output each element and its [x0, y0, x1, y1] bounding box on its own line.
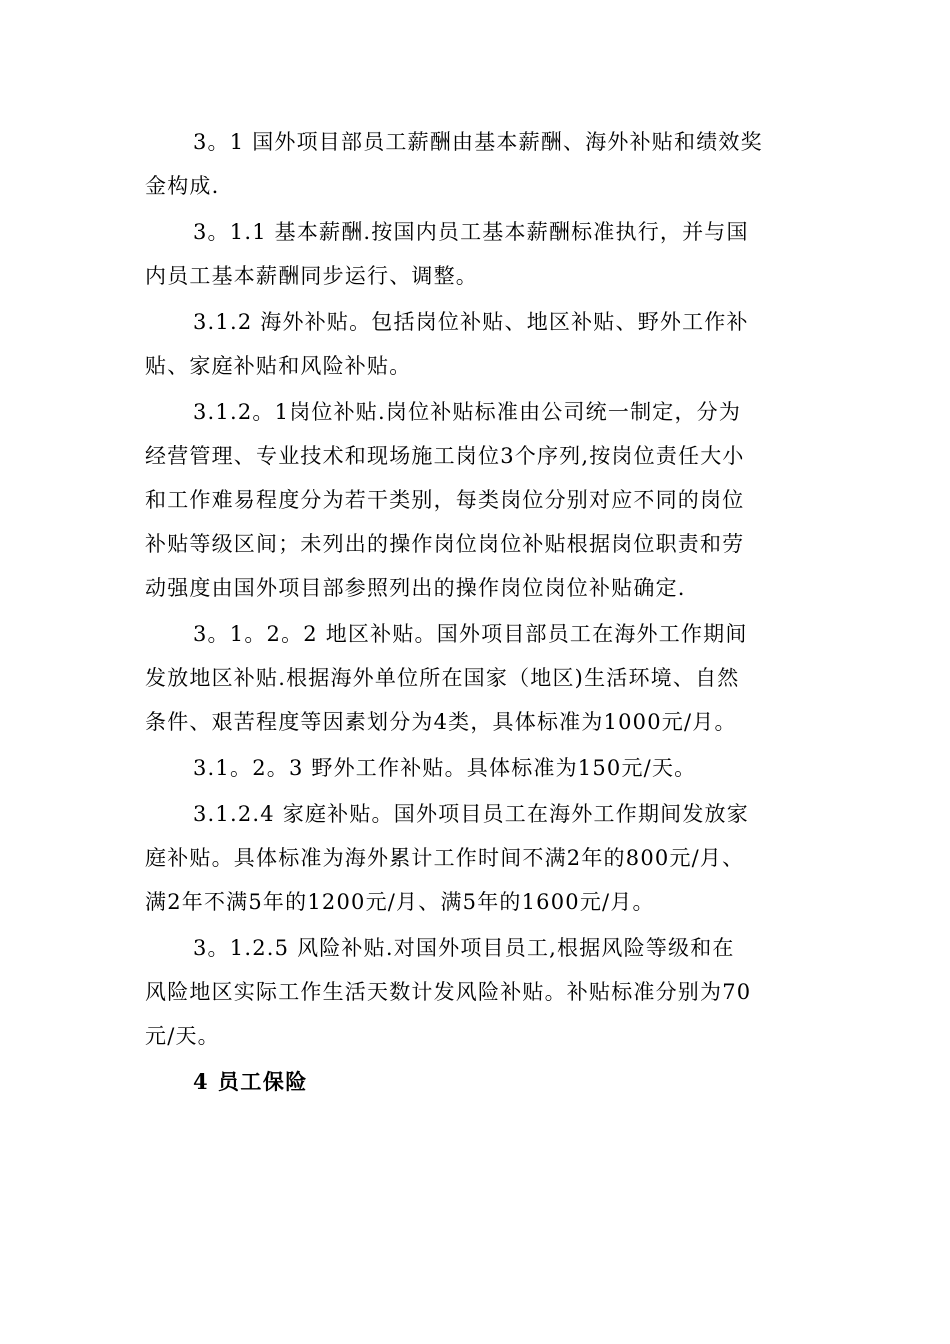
para-3-1-2-2-line-3: 条件、艰苦程度等因素划分为4类，具体标准为1000元/月。 — [145, 710, 737, 734]
para-3-1-2-5-line-3: 元/天。 — [145, 1024, 220, 1048]
para-3-1-2-1-line-2: 经营管理、专业技术和现场施工岗位3个序列,按岗位责任大小 — [145, 444, 745, 468]
para-3-1-2-4-line-3: 满2年不满5年的1200元/月、满5年的1600元/月。 — [145, 890, 655, 914]
para-3-1-2-5-line-1: 3。1.2.5 风险补贴.对国外项目员工,根据风险等级和在 — [193, 936, 735, 960]
para-3-1-2-1-line-5: 动强度由国外项目部参照列出的操作岗位岗位补贴确定. — [145, 576, 686, 600]
para-3-1-1-line-2: 内员工基本薪酬同步运行、调整。 — [145, 264, 478, 288]
para-3-1-2-5-line-2: 风险地区实际工作生活天数计发风险补贴。补贴标准分别为70 — [145, 980, 752, 1004]
para-3-1-1-line-1: 3。1.1 基本薪酬.按国内员工基本薪酬标准执行，并与国 — [193, 220, 749, 244]
para-3-1-2-1-line-4: 补贴等级区间；未列出的操作岗位岗位补贴根据岗位职责和劳 — [145, 532, 745, 556]
para-3-1-2-3-line-1: 3.1。2。3 野外工作补贴。具体标准为150元/天。 — [193, 756, 697, 780]
para-3-1-2-4-line-2: 庭补贴。具体标准为海外累计工作时间不满2年的800元/月、 — [145, 846, 745, 870]
para-3-1-2-4-line-1: 3.1.2.4 家庭补贴。国外项目员工在海外工作期间发放家 — [193, 802, 749, 826]
para-3-1-2-2-line-1: 3。1。2。2 地区补贴。国外项目部员工在海外工作期间 — [193, 622, 748, 646]
para-3-1-2-1-line-1: 3.1.2。1岗位补贴.岗位补贴标准由公司统一制定，分为 — [193, 400, 742, 424]
para-3-1-2-line-1: 3.1.2 海外补贴。包括岗位补贴、地区补贴、野外工作补 — [193, 310, 749, 334]
para-3-1-2-1-line-3: 和工作难易程度分为若干类别，每类岗位分别对应不同的岗位 — [145, 488, 745, 512]
section-heading-4: 4 员工保险 — [193, 1069, 308, 1094]
para-3-1-line-1: 3。1 国外项目部员工薪酬由基本薪酬、海外补贴和绩效奖 — [193, 130, 763, 154]
para-3-1-2-2-line-2: 发放地区补贴.根据海外单位所在国家（地区)生活环境、自然 — [145, 666, 740, 690]
para-3-1-line-2: 金构成. — [145, 174, 220, 198]
para-3-1-2-line-2: 贴、家庭补贴和风险补贴。 — [145, 354, 412, 378]
